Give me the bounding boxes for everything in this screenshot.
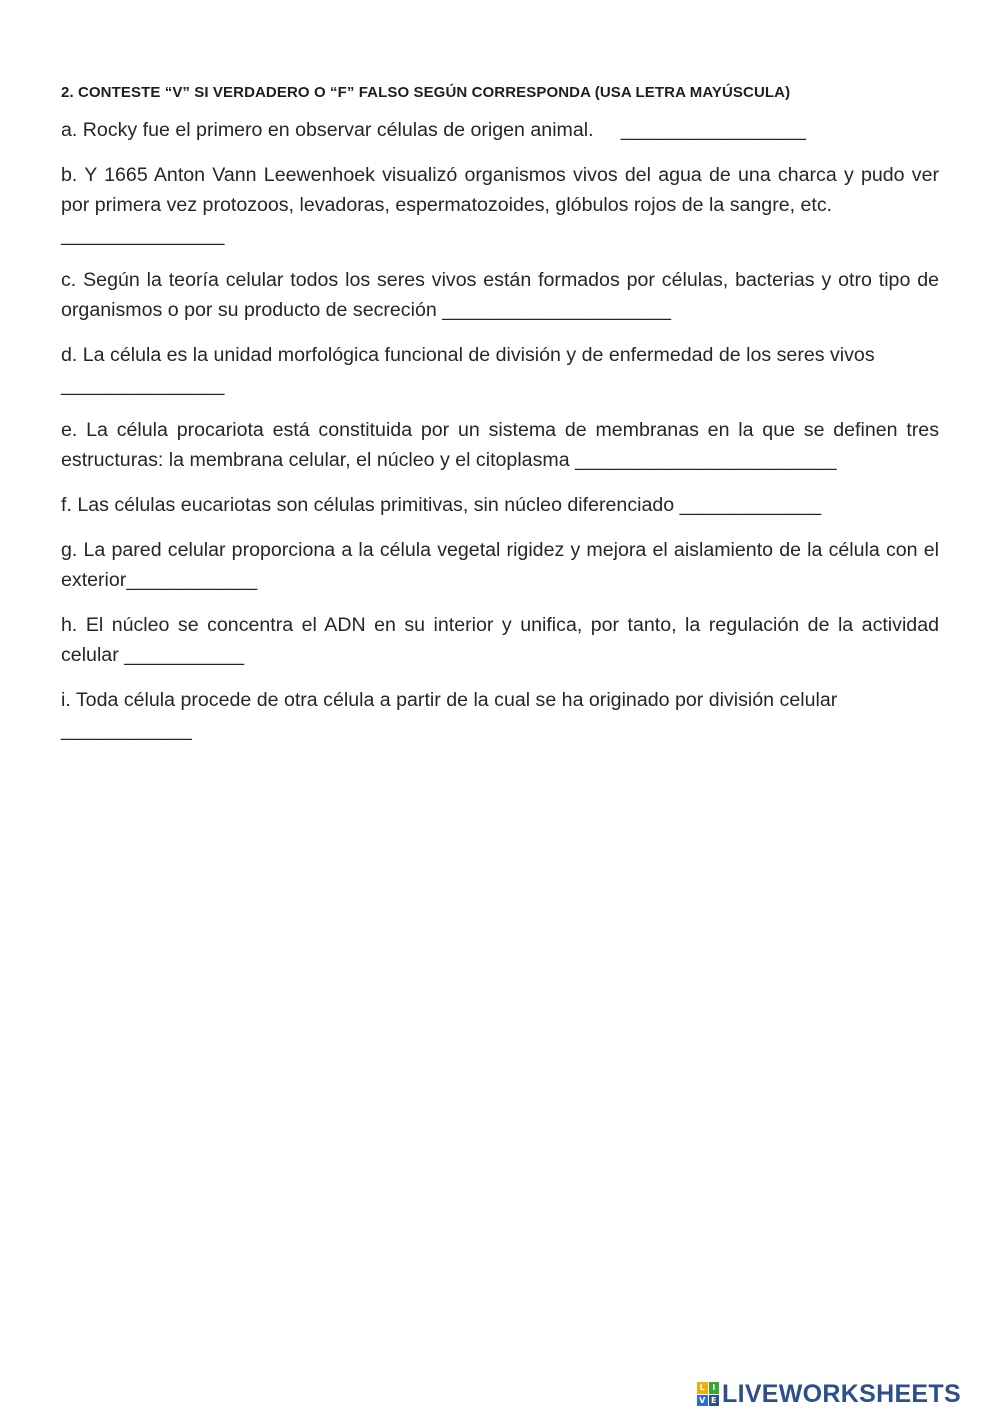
question-b bbox=[61, 160, 939, 250]
answer-blank[interactable]: ___________ bbox=[124, 644, 245, 666]
logo-mark-tile: I bbox=[709, 1382, 720, 1394]
question-text: g. La pared celular proporciona a la célula vegetal rigidez y mejora el aislamiento de la célula con el exterior bbox=[61, 539, 939, 591]
logo-text: LIVEWORKSHEETS bbox=[722, 1379, 961, 1408]
answer-blank[interactable]: ________________________ bbox=[575, 449, 837, 471]
question-text: i. Toda célula procede de otra célula a partir de la cual se ha originado por división celular bbox=[61, 689, 838, 711]
question-i bbox=[61, 685, 939, 745]
logo-mark-tile: E bbox=[709, 1395, 720, 1407]
question-a bbox=[61, 115, 939, 145]
question-text: f. Las células eucariotas son células primitivas, sin núcleo diferenciado bbox=[61, 494, 675, 516]
logo-mark-tile: V bbox=[697, 1395, 708, 1407]
answer-blank[interactable]: _________________ bbox=[620, 119, 807, 141]
answer-blank[interactable]: ____________ bbox=[61, 719, 192, 741]
question-text: a. Rocky fue el primero en observar células de origen animal. bbox=[61, 119, 594, 141]
logo-mark-tile: L bbox=[697, 1382, 708, 1394]
question-f bbox=[61, 490, 939, 520]
answer-blank[interactable]: ____________ bbox=[126, 569, 258, 591]
answer-blank[interactable]: _______________ bbox=[61, 374, 225, 396]
answer-blank[interactable]: _____________ bbox=[679, 494, 822, 516]
worksheet bbox=[61, 84, 939, 760]
section-heading: 2. CONTESTE “V” SI VERDADERO O “F” FALSO SEGÚN CORRESPONDA (USA LETRA MAYÚSCULA) bbox=[61, 84, 791, 101]
question-c bbox=[61, 265, 939, 325]
logo-mark-icon bbox=[697, 1382, 719, 1406]
question-text: e. La célula procariota está constituida por un sistema de membranas en la que se definen tres estructuras: la membrana celular, el núcleo y el citoplasma bbox=[61, 419, 939, 471]
question-text: h. El núcleo se concentra el ADN en su interior y unifica, por tanto, la regulación de la actividad celular bbox=[61, 614, 939, 666]
answer-blank[interactable]: _______________ bbox=[61, 224, 225, 246]
question-text: b. Y 1665 Anton Vann Leewenhoek visualizó organismos vivos del agua de una charca y pudo ver por primera vez protozoos, levadoras, espermatozoides, glóbulos rojos de la sangre, etc. bbox=[61, 164, 939, 216]
question-d bbox=[61, 340, 939, 400]
question-g bbox=[61, 535, 939, 595]
question-text: d. La célula es la unidad morfológica funcional de división y de enfermedad de los seres vivos bbox=[61, 344, 875, 366]
answer-blank[interactable]: _____________________ bbox=[442, 299, 672, 321]
question-e bbox=[61, 415, 939, 475]
question-h bbox=[61, 610, 939, 670]
liveworksheets-logo bbox=[697, 1378, 961, 1410]
question-text: c. Según la teoría celular todos los seres vivos están formados por células, bacterias y otro tipo de organismos o por su producto de secreción bbox=[61, 269, 939, 321]
